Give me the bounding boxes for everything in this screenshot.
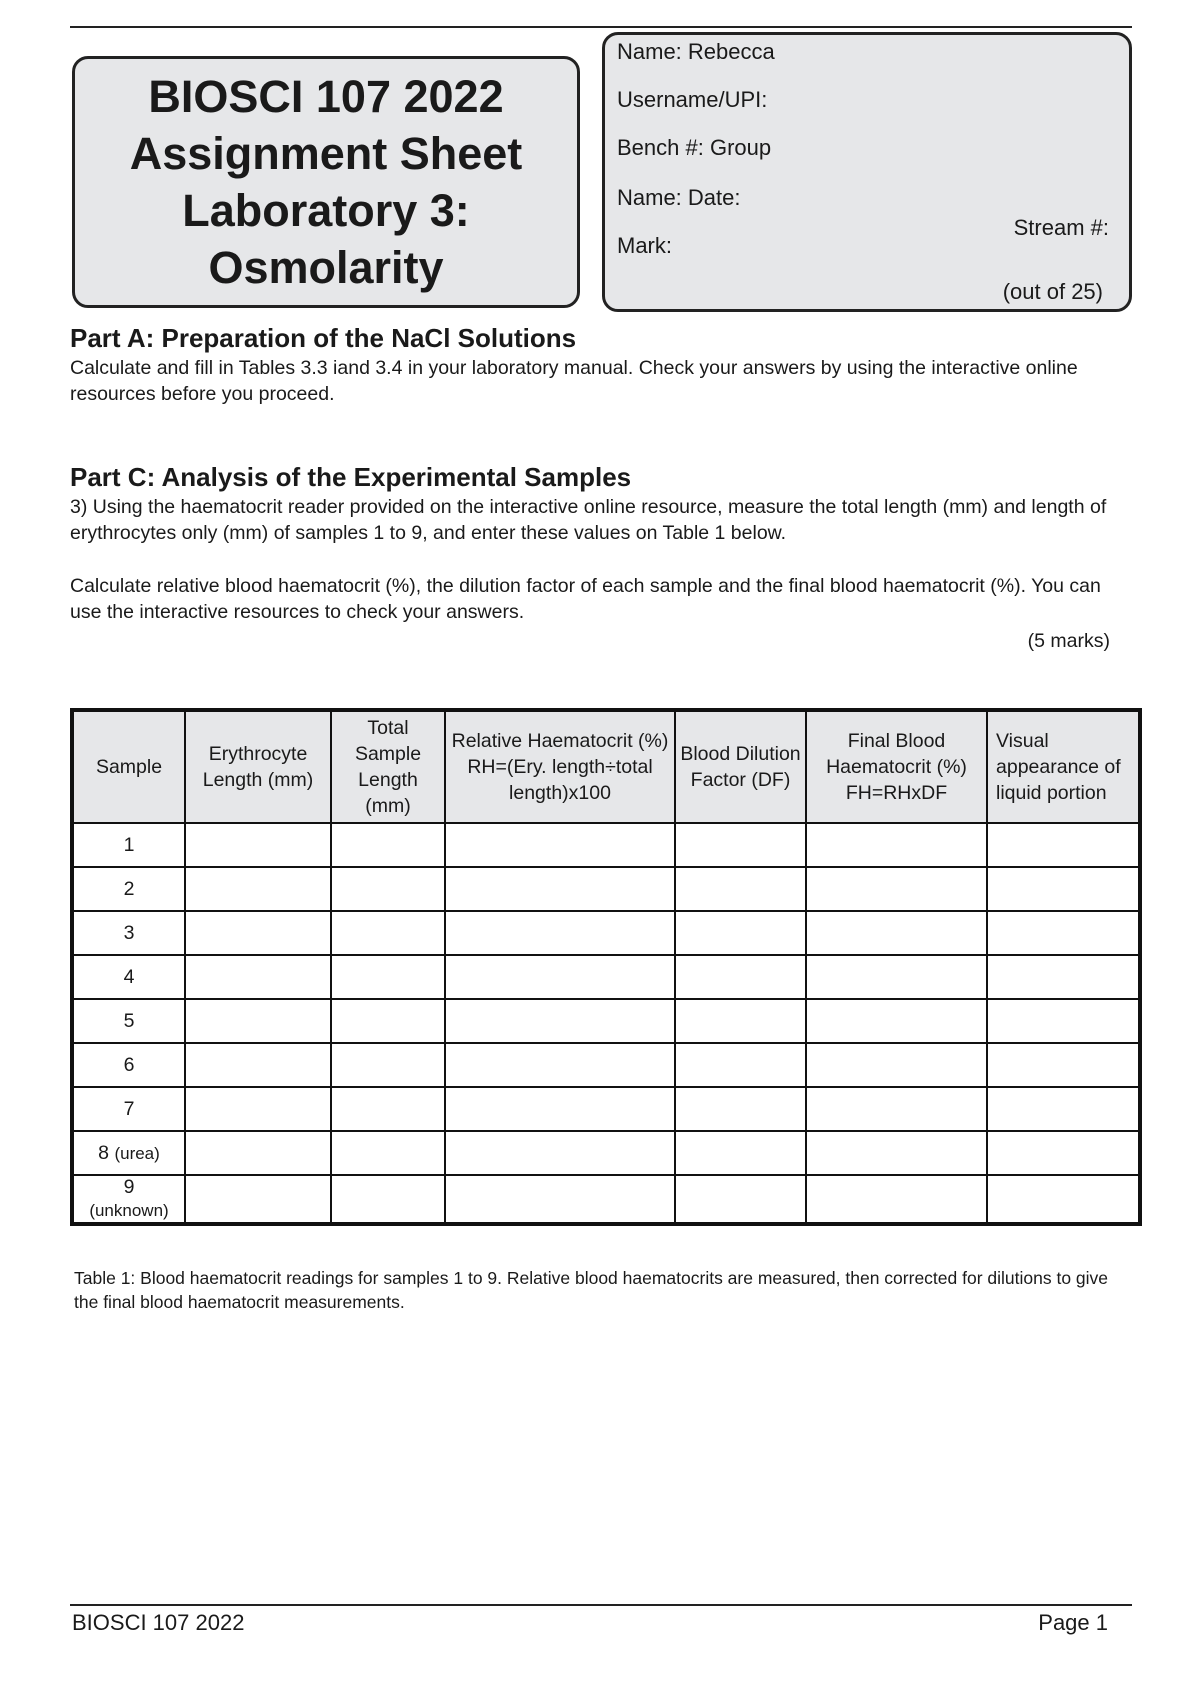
erythrocyte-length-cell[interactable] — [185, 955, 331, 999]
sample-number: 7 — [123, 1097, 135, 1120]
visual-appearance-cell[interactable] — [987, 867, 1140, 911]
relative-haematocrit-cell[interactable] — [445, 823, 675, 867]
sample-cell — [72, 1043, 185, 1087]
relative-haematocrit-cell[interactable] — [445, 999, 675, 1043]
footer-page-number: Page 1 — [1038, 1610, 1108, 1635]
dilution-factor-cell[interactable] — [675, 911, 806, 955]
sample-cell — [72, 823, 185, 867]
total-length-cell[interactable] — [331, 955, 445, 999]
erythrocyte-length-cell[interactable] — [185, 867, 331, 911]
visual-appearance-cell[interactable] — [987, 1131, 1140, 1175]
sample-cell — [72, 1131, 185, 1175]
total-length-cell[interactable] — [331, 1087, 445, 1131]
erythrocyte-length-cell[interactable] — [185, 1175, 331, 1224]
title-line-2: Assignment Sheet — [129, 128, 523, 179]
col-header-sample: Sample — [72, 710, 185, 823]
final-haematocrit-cell[interactable] — [806, 1043, 987, 1087]
total-length-cell[interactable] — [331, 999, 445, 1043]
table-row — [72, 1175, 1140, 1224]
table-body — [72, 823, 1140, 1224]
title-line-4: Osmolarity — [208, 242, 444, 293]
student-info-box — [602, 32, 1132, 312]
erythrocyte-length-cell[interactable] — [185, 911, 331, 955]
final-haematocrit-cell[interactable] — [806, 1087, 987, 1131]
part-c-calculation-text: Calculate relative blood haematocrit (%), the dilution factor of each sample and the final blood haematocrit (%). You can use the interactive resources to check your answers. — [70, 575, 1101, 623]
erythrocyte-length-cell[interactable] — [185, 999, 331, 1043]
final-haematocrit-cell[interactable] — [806, 867, 987, 911]
footer-course: BIOSCI 107 2022 — [72, 1610, 245, 1635]
visual-appearance-cell[interactable] — [987, 911, 1140, 955]
final-haematocrit-cell[interactable] — [806, 911, 987, 955]
title-line-3: Laboratory 3: — [182, 185, 470, 236]
sample-number: 4 — [123, 965, 135, 988]
relative-haematocrit-cell[interactable] — [445, 1175, 675, 1224]
haematocrit-table — [70, 708, 1142, 1226]
part-a-text: Calculate and fill in Tables 3.3 iand 3.4 in your laboratory manual. Check your answers by using the interactive online resources before you proceed. — [70, 357, 1078, 405]
total-length-cell[interactable] — [331, 867, 445, 911]
relative-haematocrit-cell[interactable] — [445, 911, 675, 955]
dilution-factor-cell[interactable] — [675, 823, 806, 867]
table-row — [72, 1087, 1140, 1131]
marks-label: (5 marks) — [1027, 630, 1110, 652]
dilution-factor-cell[interactable] — [675, 1131, 806, 1175]
final-haematocrit-cell[interactable] — [806, 1131, 987, 1175]
sample-number: 8 — [98, 1141, 110, 1164]
sample-cell — [72, 1087, 185, 1131]
total-length-cell[interactable] — [331, 1043, 445, 1087]
visual-appearance-cell[interactable] — [987, 955, 1140, 999]
total-length-cell[interactable] — [331, 911, 445, 955]
table-row — [72, 999, 1140, 1043]
footer-rule — [70, 1604, 1132, 1606]
col-header-dilution-factor: Blood Dilution Factor (DF) — [675, 710, 806, 823]
total-length-cell[interactable] — [331, 1175, 445, 1224]
table-row — [72, 1131, 1140, 1175]
sample-cell — [72, 1175, 185, 1224]
col-header-final-haematocrit: Final Blood Haematocrit (%) FH=RHxDF — [806, 710, 987, 823]
visual-appearance-cell[interactable] — [987, 999, 1140, 1043]
stream-field[interactable]: Stream #: — [1013, 215, 1109, 240]
sample-note: (unknown) — [89, 1201, 169, 1220]
visual-appearance-cell[interactable] — [987, 1043, 1140, 1087]
top-rule — [70, 26, 1132, 28]
final-haematocrit-cell[interactable] — [806, 823, 987, 867]
sample-number: 5 — [123, 1009, 135, 1032]
title-box — [72, 56, 580, 308]
table-row — [72, 867, 1140, 911]
username-field[interactable]: Username/UPI: — [617, 87, 768, 112]
sample-cell — [72, 999, 185, 1043]
erythrocyte-length-cell[interactable] — [185, 1131, 331, 1175]
visual-appearance-cell[interactable] — [987, 1087, 1140, 1131]
col-header-visual-appearance: Visual appearance of liquid portion — [987, 710, 1140, 823]
bench-field[interactable]: Bench #: Group — [617, 135, 772, 160]
relative-haematocrit-cell[interactable] — [445, 1043, 675, 1087]
sample-number: 6 — [123, 1053, 135, 1076]
part-c-instructions: 3) Using the haematocrit reader provided on the interactive online resource, measure the total length (mm) and length of erythrocytes only (mm) of samples 1 to 9, and enter these values on Table 1 below. — [70, 496, 1107, 544]
total-length-cell[interactable] — [331, 823, 445, 867]
name-field[interactable]: Name: Rebecca — [617, 39, 775, 64]
table-row — [72, 955, 1140, 999]
visual-appearance-cell[interactable] — [987, 1175, 1140, 1224]
mark-field[interactable]: Mark: — [617, 233, 672, 258]
sample-number: 9 — [123, 1176, 135, 1198]
sample-number: 3 — [123, 921, 135, 944]
sample-number: 2 — [123, 877, 135, 900]
relative-haematocrit-cell[interactable] — [445, 867, 675, 911]
final-haematocrit-cell[interactable] — [806, 1175, 987, 1224]
final-haematocrit-cell[interactable] — [806, 955, 987, 999]
col-header-total-length: Total Sample Length (mm) — [331, 710, 445, 823]
out-of-label: (out of 25) — [1002, 279, 1103, 304]
sample-cell — [72, 911, 185, 955]
dilution-factor-cell[interactable] — [675, 999, 806, 1043]
col-header-relative-haematocrit: Relative Haematocrit (%) RH=(Ery. length÷total length)x100 — [445, 710, 675, 823]
dilution-factor-cell[interactable] — [675, 1175, 806, 1224]
relative-haematocrit-cell[interactable] — [445, 1131, 675, 1175]
part-a-heading: Part A: Preparation of the NaCl Solutions — [70, 323, 577, 353]
table-header-row — [72, 710, 1140, 823]
dilution-factor-cell[interactable] — [675, 1043, 806, 1087]
erythrocyte-length-cell[interactable] — [185, 823, 331, 867]
sample-number: 1 — [123, 833, 135, 856]
table-row — [72, 823, 1140, 867]
total-length-cell[interactable] — [331, 1131, 445, 1175]
sample-note: (urea) — [114, 1143, 160, 1163]
sample-cell — [72, 955, 185, 999]
table-row — [72, 911, 1140, 955]
part-c-heading: Part C: Analysis of the Experimental Samples — [70, 462, 632, 492]
erythrocyte-length-cell[interactable] — [185, 1043, 331, 1087]
table-row — [72, 1043, 1140, 1087]
name-date-field[interactable]: Name: Date: — [617, 185, 741, 210]
erythrocyte-length-cell[interactable] — [185, 1087, 331, 1131]
title-line-1: BIOSCI 107 2022 — [148, 71, 504, 122]
col-header-erythrocyte-length: Erythrocyte Length (mm) — [185, 710, 331, 823]
relative-haematocrit-cell[interactable] — [445, 955, 675, 999]
dilution-factor-cell[interactable] — [675, 867, 806, 911]
dilution-factor-cell[interactable] — [675, 955, 806, 999]
dilution-factor-cell[interactable] — [675, 1087, 806, 1131]
relative-haematocrit-cell[interactable] — [445, 1087, 675, 1131]
final-haematocrit-cell[interactable] — [806, 999, 987, 1043]
visual-appearance-cell[interactable] — [987, 823, 1140, 867]
table-caption: Table 1: Blood haematocrit readings for samples 1 to 9. Relative blood haematocrits are measured, then corrected for dilutions to give the final blood haematocrit measurements. — [74, 1268, 1109, 1312]
sample-cell — [72, 867, 185, 911]
